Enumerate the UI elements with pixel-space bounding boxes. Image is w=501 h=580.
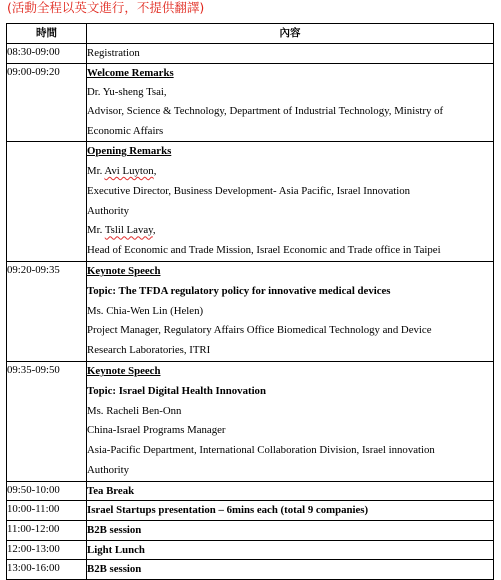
agenda-table <box>6 23 494 580</box>
table-row <box>7 520 494 540</box>
time-cell: 12:00-13:00 <box>7 540 87 560</box>
table-row <box>7 540 494 560</box>
content-cell <box>87 63 494 142</box>
session-heading: Welcome Remarks <box>87 66 174 79</box>
header-content: 內容 <box>87 24 494 44</box>
spellcheck-underline: Avi Luyton <box>104 165 154 178</box>
table-row <box>7 63 494 142</box>
session-heading: Keynote Speech <box>87 364 161 377</box>
content-cell <box>87 481 494 501</box>
content-line: Dr. Yu-sheng Tsai, <box>87 86 167 98</box>
content-line: Mr. Tslil Lavay, <box>87 224 156 237</box>
content-line: Economic Affairs <box>87 124 164 137</box>
content-line: China-Israel Programs Manager <box>87 424 226 437</box>
agenda-body <box>7 44 494 580</box>
content-cell <box>87 361 494 481</box>
content-line: Asia-Pacific Department, International Collaboration Division, Israel innovation <box>87 444 435 457</box>
table-header-row <box>7 24 494 44</box>
content-cell <box>87 262 494 362</box>
time-cell: 09:00-09:20 <box>7 63 87 142</box>
time-cell: 11:00-12:00 <box>7 520 87 540</box>
table-row <box>7 481 494 501</box>
table-row <box>7 262 494 362</box>
content-line: Advisor, Science & Technology, Department of Industrial Technology, Ministry of <box>87 105 444 118</box>
session-heading: Keynote Speech <box>87 265 161 277</box>
session-title: B2B session <box>87 563 142 576</box>
content-cell <box>87 501 494 521</box>
content-line: Project Manager, Regulatory Affairs Office Biomedical Technology and Device <box>87 324 432 337</box>
session-topic: Topic: The TFDA regulatory policy for innovative medical devices <box>87 284 391 297</box>
time-cell: 09:20-09:35 <box>7 262 87 362</box>
session-topic: Topic: Israel Digital Health Innovation <box>87 384 266 397</box>
content-cell <box>87 540 494 560</box>
content-line: Research Laboratories, ITRI <box>87 344 211 357</box>
time-cell: 08:30-09:00 <box>7 44 87 64</box>
session-title: Light Lunch <box>87 543 145 556</box>
table-row <box>7 142 494 262</box>
table-row <box>7 44 494 64</box>
language-note: (活動全程以英文進行，不提供翻譯) <box>7 0 205 15</box>
content-cell <box>87 560 494 580</box>
content-line: Authority <box>87 204 129 217</box>
session-title: B2B session <box>87 523 142 536</box>
time-cell: 09:35-09:50 <box>7 361 87 481</box>
content-line: Ms. Racheli Ben-Onn <box>87 404 182 417</box>
time-cell <box>7 142 87 262</box>
table-row <box>7 501 494 521</box>
content-line: Ms. Chia-Wen Lin (Helen) <box>87 304 204 317</box>
table-row <box>7 361 494 481</box>
content-cell <box>87 520 494 540</box>
content-line: Registration <box>87 47 140 59</box>
session-heading: Opening Remarks <box>87 145 172 158</box>
spellcheck-underline: Tslil Lavay <box>104 224 153 237</box>
content-line: Executive Director, Business Development- Asia Pacific, Israel Innovation <box>87 184 411 197</box>
table-row <box>7 560 494 580</box>
content-line: Head of Economic and Trade Mission, Israel Economic and Trade office in Taipei <box>87 244 441 257</box>
content-line: Mr. Avi Luyton, <box>87 165 157 178</box>
time-cell: 09:50-10:00 <box>7 481 87 501</box>
header-time: 時間 <box>7 24 87 44</box>
session-title: Tea Break <box>87 484 135 497</box>
time-cell: 13:00-16:00 <box>7 560 87 580</box>
time-cell: 10:00-11:00 <box>7 501 87 521</box>
content-cell <box>87 44 494 64</box>
content-line: Authority <box>87 463 129 476</box>
content-cell <box>87 142 494 262</box>
session-title: Israel Startups presentation – 6mins each (total 9 companies) <box>87 504 369 517</box>
